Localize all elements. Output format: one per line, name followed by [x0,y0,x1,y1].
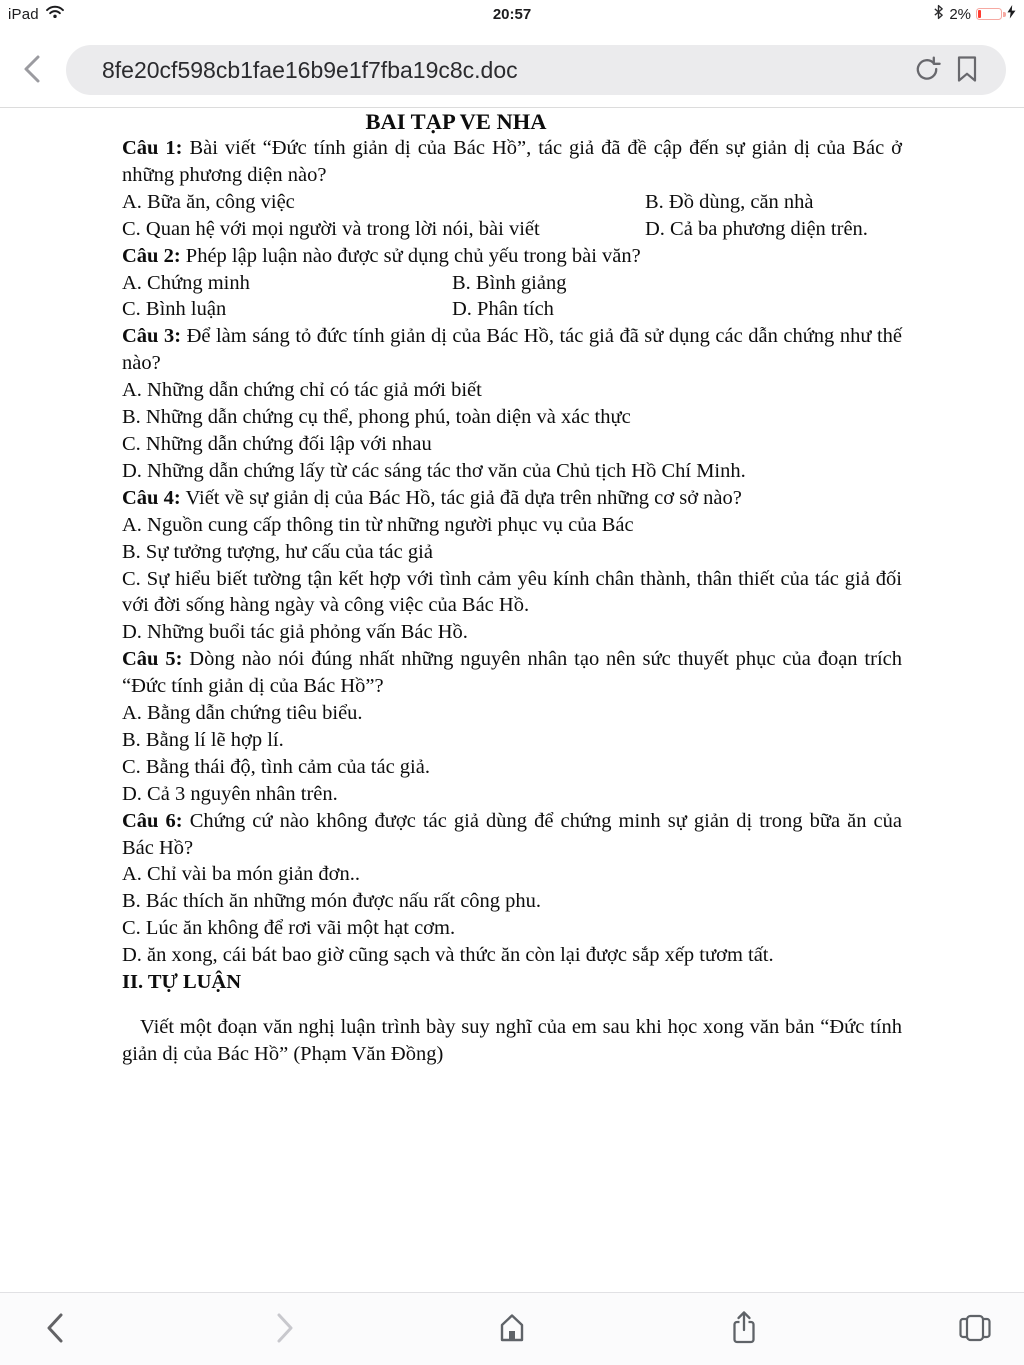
option-b: B. Bình giảng [452,271,567,294]
question-4 [122,485,902,512]
essay-prompt: Viết một đoạn văn nghị luận trình bày suy nghĩ của em sau khi học xong văn bản “Đức tính giản dị của Bác Hồ” (Phạm Văn Đồng) [122,1016,902,1065]
option-b: B. Đồ dùng, căn nhà [645,190,814,213]
charging-bolt-icon [1007,5,1016,24]
option-b: B. Bác thích ăn những món được nấu rất công phu. [122,890,542,913]
question-1-options-row-2 [122,216,902,243]
url-text: 8fe20cf598cb1fae16b9e1f7fba19c8c.doc [102,56,518,83]
option-a: A. Chứng minh [122,271,250,294]
question-6 [122,808,902,862]
home-icon [496,1311,528,1348]
question-3-text: Để làm sáng tỏ đức tính giản dị của Bác Hồ, tác giả đã sử dụng các dẫn chứng như thế nào? [122,325,902,375]
option-b: B. Bằng lí lẽ hợp lí. [122,728,284,751]
doc-title: BAI TẠP VE NHA [365,109,547,134]
battery-percent: 2% [949,5,971,23]
bookmark-icon [955,71,979,86]
share-icon [728,1310,760,1349]
option-d: D. Những buổi tác giả phỏng vấn Bác Hồ. [122,621,468,644]
question-1 [122,135,902,189]
question-6-text: Chứng cứ nào không được tác giả dùng để chứng minh sự giản dị trong bữa ăn của Bác Hồ? [122,809,902,859]
share-button[interactable] [722,1307,766,1351]
question-2 [122,243,902,270]
tabs-button[interactable] [953,1307,997,1351]
bookmark-button[interactable] [948,53,986,87]
question-4-label: Câu 4: [122,486,181,509]
device-label: iPad [8,5,39,23]
question-5 [122,646,902,700]
option-a: A. Chỉ vài ba món giản đơn.. [122,863,361,886]
question-2-label: Câu 2: [122,244,181,267]
clock: 20:57 [492,5,532,23]
back-button[interactable] [33,1307,77,1351]
option-a: A. Những dẫn chứng chỉ có tác giả mới biết [122,379,482,402]
question-2-options-row-1 [122,270,902,297]
section-heading: II. TỰ LUẬN [122,971,242,994]
question-1-label: Câu 1: [122,137,183,159]
question-4-text: Viết về sự giản dị của Bác Hồ, tác giả đã dựa trên những cơ sở nào? [185,486,742,509]
tabs-icon [958,1311,992,1348]
option-b: B. Sự tưởng tượng, hư cấu của tác giả [122,540,433,563]
question-3 [122,323,902,377]
browser-toolbar [0,28,1024,108]
bluetooth-icon [933,4,944,25]
option-d: D. Những dẫn chứng lấy từ các sáng tác thơ văn của Chủ tịch Hồ Chí Minh. [122,459,746,482]
bottom-toolbar [0,1292,1024,1365]
forward-button[interactable] [263,1307,307,1351]
option-c: C. Bằng thái độ, tình cảm của tác giả. [122,755,430,778]
option-a: A. Nguồn cung cấp thông tin từ những người phục vụ của Bác [122,513,634,536]
question-5-text: Dòng nào nói đúng nhất những nguyên nhân tạo nên sức thuyết phục của đoạn trích “Đức tính giản dị của Bác Hồ”? [122,648,902,698]
chevron-left-icon [21,73,43,88]
address-bar[interactable] [66,45,1006,95]
option-d: D. Cả ba phương diện trên. [645,217,868,240]
chevron-left-icon [45,1312,65,1347]
question-3-label: Câu 3: [122,325,182,348]
question-1-text: Bài viết “Đức tính giản dị của Bác Hồ”, tác giả đã đề cập đến sự giản dị của Bác ở những phương diện nào? [122,137,902,186]
option-d: D. Cả 3 nguyên nhân trên. [122,782,338,805]
chevron-right-icon [275,1312,295,1347]
document-viewport [0,109,1024,1292]
reload-button[interactable] [906,53,948,87]
question-2-text: Phép lập luận nào được sử dụng chủ yếu trong bài văn? [185,244,641,267]
status-bar [0,0,1024,28]
option-b: B. Những dẫn chứng cụ thể, phong phú, toàn diện và xác thực [122,406,631,429]
option-c: C. Lúc ăn không để rơi vãi một hạt cơm. [122,917,456,940]
option-c: C. Bình luận [122,298,227,321]
question-5-label: Câu 5: [122,648,183,671]
reload-icon [913,71,941,86]
question-1-options-row-1 [122,189,902,216]
question-6-label: Câu 6: [122,809,183,832]
option-a: A. Bằng dẫn chứng tiêu biểu. [122,702,363,725]
option-d: D. Phân tích [452,298,554,321]
option-a: A. Bữa ăn, công việc [122,190,295,213]
home-button[interactable] [490,1307,534,1351]
option-c: C. Những dẫn chứng đối lập với nhau [122,432,432,455]
question-2-options-row-2 [122,296,902,323]
option-d: D. ăn xong, cái bát bao giờ cũng sạch và thức ăn còn lại được sắp xếp tươm tất. [122,944,774,967]
nav-back-button[interactable] [16,53,48,85]
battery-icon [976,8,1002,20]
option-c: C. Sự hiểu biết tường tận kết hợp với tình cảm yêu kính chân thành, thân thiết của tác giả đối với đời sống hàng ngày và công việc của Bác Hồ. [122,567,902,617]
option-c: C. Quan hệ với mọi người và trong lời nói, bài viết [122,217,540,240]
